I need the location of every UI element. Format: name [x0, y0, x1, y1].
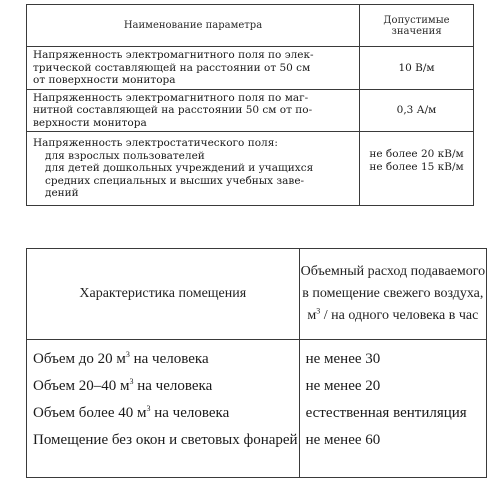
- list-item: не менее 60: [305, 432, 381, 448]
- table-row: [27, 132, 474, 206]
- param-line: верхности монитора: [33, 116, 147, 129]
- room-text: Объем до 20 м: [33, 351, 126, 367]
- room-text-rest: на человека: [129, 351, 209, 367]
- value-cell-magnetic: 0,3 А/м: [360, 89, 474, 132]
- electrostatic-children-line: дений: [45, 187, 79, 199]
- param-cell-electrostatic: [27, 132, 360, 206]
- header-flow-line3: [301, 305, 486, 327]
- room-sup: 3: [129, 377, 134, 386]
- param-cell-electric: [27, 47, 360, 90]
- value-adults: не более 20 кВ/м: [369, 148, 464, 160]
- value-cell-electric: 10 В/м: [360, 47, 474, 90]
- room-text: Помещение без окон и световых фонарей: [33, 432, 298, 448]
- unit-text: м: [307, 308, 317, 323]
- electrostatic-children-line: средних специальных и высших учебных заве-: [45, 174, 305, 187]
- list-item: не менее 30: [305, 351, 381, 367]
- value-cell-electrostatic: [360, 132, 474, 206]
- list-item: [33, 427, 298, 454]
- table-row: [27, 47, 474, 90]
- header-flow-line2: в помещение свежего воздуха,: [302, 286, 484, 301]
- table-row: [27, 340, 487, 478]
- param-line: трической составляющей на расстоянии от 50 см: [33, 61, 311, 74]
- room-text: Объем более 40 м: [33, 405, 147, 421]
- electrostatic-title: Напряженность электростатического поля:: [33, 137, 278, 149]
- list-item: естественная вентиляция: [305, 405, 467, 421]
- param-line: Напряженность электромагнитного поля по элек-: [33, 49, 314, 61]
- room-text: Объем 20–40 м: [33, 378, 130, 394]
- electrostatic-children-line: для детей дошкольных учреждений и учащихся: [45, 162, 314, 174]
- value-children: не более 15 кВ/м: [369, 160, 464, 173]
- list-item: [33, 400, 298, 427]
- room-text-rest: на человека: [150, 405, 230, 421]
- electrostatic-adults: для взрослых пользователей: [45, 149, 205, 162]
- param-cell-magnetic: [27, 89, 360, 132]
- param-line: от поверхности монитора: [33, 74, 176, 86]
- electromagnetic-params-table: [26, 4, 474, 206]
- header-air-flow: [299, 249, 487, 340]
- param-line: Напряженность электромагнитного поля по маг-: [33, 91, 309, 104]
- room-sup: 3: [146, 404, 151, 413]
- list-item: [33, 346, 298, 373]
- room-text-rest: на человека: [133, 378, 213, 394]
- list-item: [33, 373, 298, 400]
- list-item: не менее 20: [305, 378, 381, 394]
- param-line: нитной составляющей на расстоянии 50 см от по-: [33, 104, 313, 116]
- header-allowed-line1: Допустимые: [383, 14, 450, 26]
- header-allowed-line2: значения: [391, 25, 442, 37]
- unit-text-rest: / на одного человека в час: [320, 308, 479, 323]
- ventilation-table: [26, 248, 487, 478]
- header-room-characteristic: Характеристика помещения: [27, 249, 300, 340]
- value-list-cell: [299, 340, 487, 478]
- table-header-row: [27, 249, 487, 340]
- room-list-cell: [27, 340, 300, 478]
- table-row: [27, 89, 474, 132]
- header-flow-line1: Объемный расход подаваемого: [300, 264, 486, 279]
- header-allowed-values: [360, 5, 474, 47]
- header-param-name: Наименование параметра: [27, 5, 360, 47]
- table-header-row: [27, 5, 474, 47]
- unit-superscript: 3: [316, 306, 321, 316]
- room-sup: 3: [125, 350, 130, 359]
